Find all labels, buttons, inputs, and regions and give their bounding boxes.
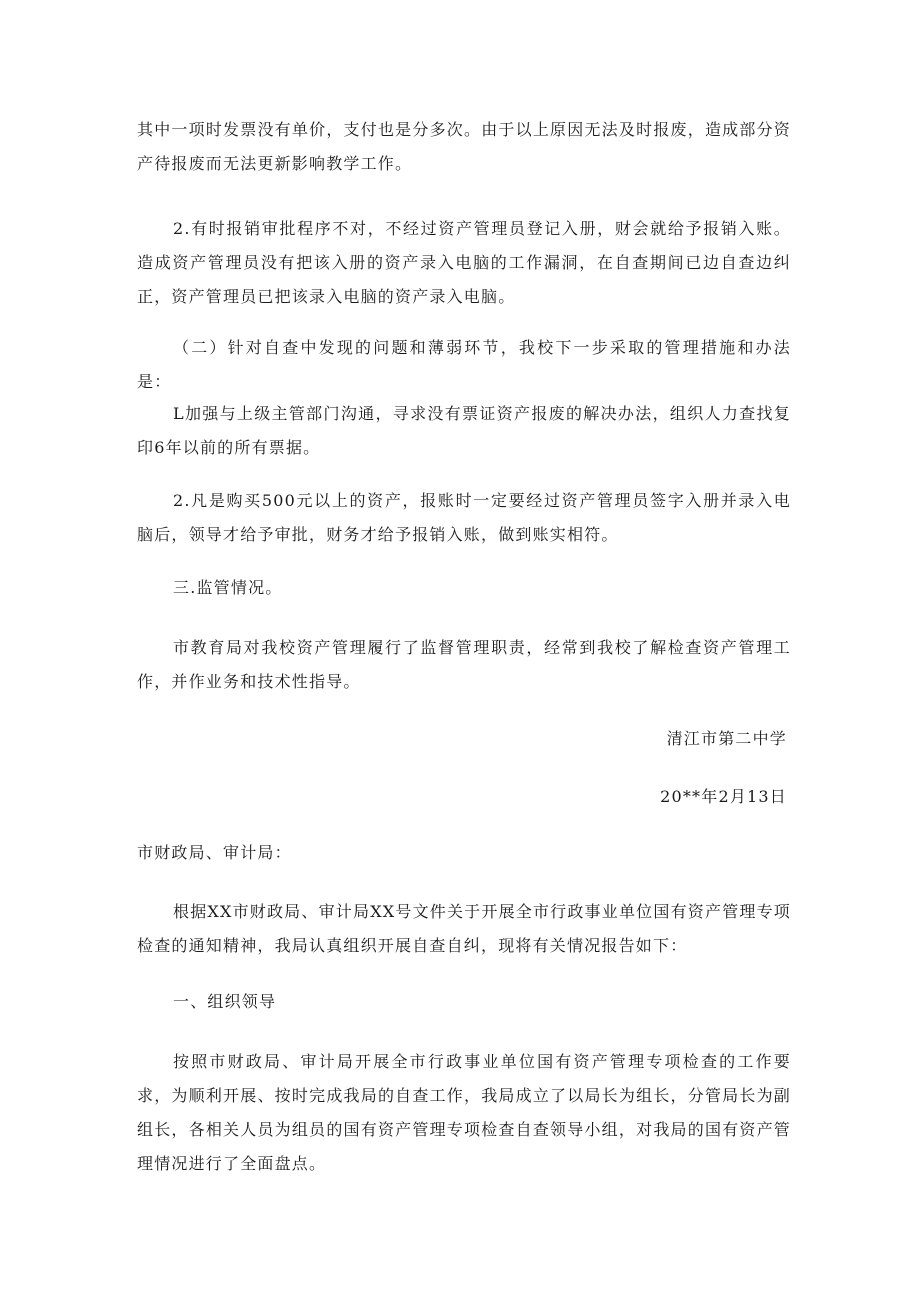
section-heading-supervision: 三.监管情况。 (173, 578, 283, 597)
section-heading-measures: （二）针对自查中发现的问题和薄弱环节，我校下一步采取的管理措施和办法是： (137, 338, 791, 391)
paragraph-organization: 按照市财政局、审计局开展全市行政事业单位国有资产管理专项检查的工作要求，为顺利开展、按时完成我局的自查工作，我局成立了以局长为组长，分管局长为副组长，各相关人员为组员的国有资产管理专项检查自查领导小组，对我局的国有资产管理情况进行了全面盘点。 (137, 1052, 791, 1173)
paragraph-measure-2: 2.凡是购买500元以上的资产，报账时一定要经过资产管理员签字入册并录入电脑后，领导才给予审批，财务才给予报销入账，做到账实相符。 (137, 491, 791, 544)
section-heading-organization: 一、组织领导 (173, 992, 277, 1011)
signature-date: 20**年2月13日 (660, 787, 787, 806)
paragraph-measure-1: L加强与上级主管部门沟通，寻求没有票证资产报废的解决办法，组织人力查找复印6年以前的所有票据。 (137, 404, 791, 457)
signature-school: 清江市第二中学 (666, 729, 787, 748)
paragraph-intro: 根据XX市财政局、审计局XX号文件关于开展全市行政事业单位国有资产管理专项检查的通知精神，我局认真组织开展自查自纠，现将有关情况报告如下： (137, 902, 791, 955)
paragraph-approval-issue: 2.有时报销审批程序不对，不经过资产管理员登记入册，财会就给予报销入账。造成资产管理员没有把该入册的资产录入电脑的工作漏洞，在自查期间已边自查边纠正，资产管理员已把该录入电脑的资产录入电脑。 (137, 219, 791, 306)
paragraph-supervision: 市教育局对我校资产管理履行了监督管理职责，经常到我校了解检查资产管理工作，并作业务和技术性指导。 (137, 638, 791, 691)
letter-recipient: 市财政局、审计局： (137, 843, 292, 862)
paragraph-invoice-issue: 其中一项时发票没有单价，支付也是分多次。由于以上原因无法及时报废，造成部分资产待报废而无法更新影响教学工作。 (137, 120, 791, 173)
